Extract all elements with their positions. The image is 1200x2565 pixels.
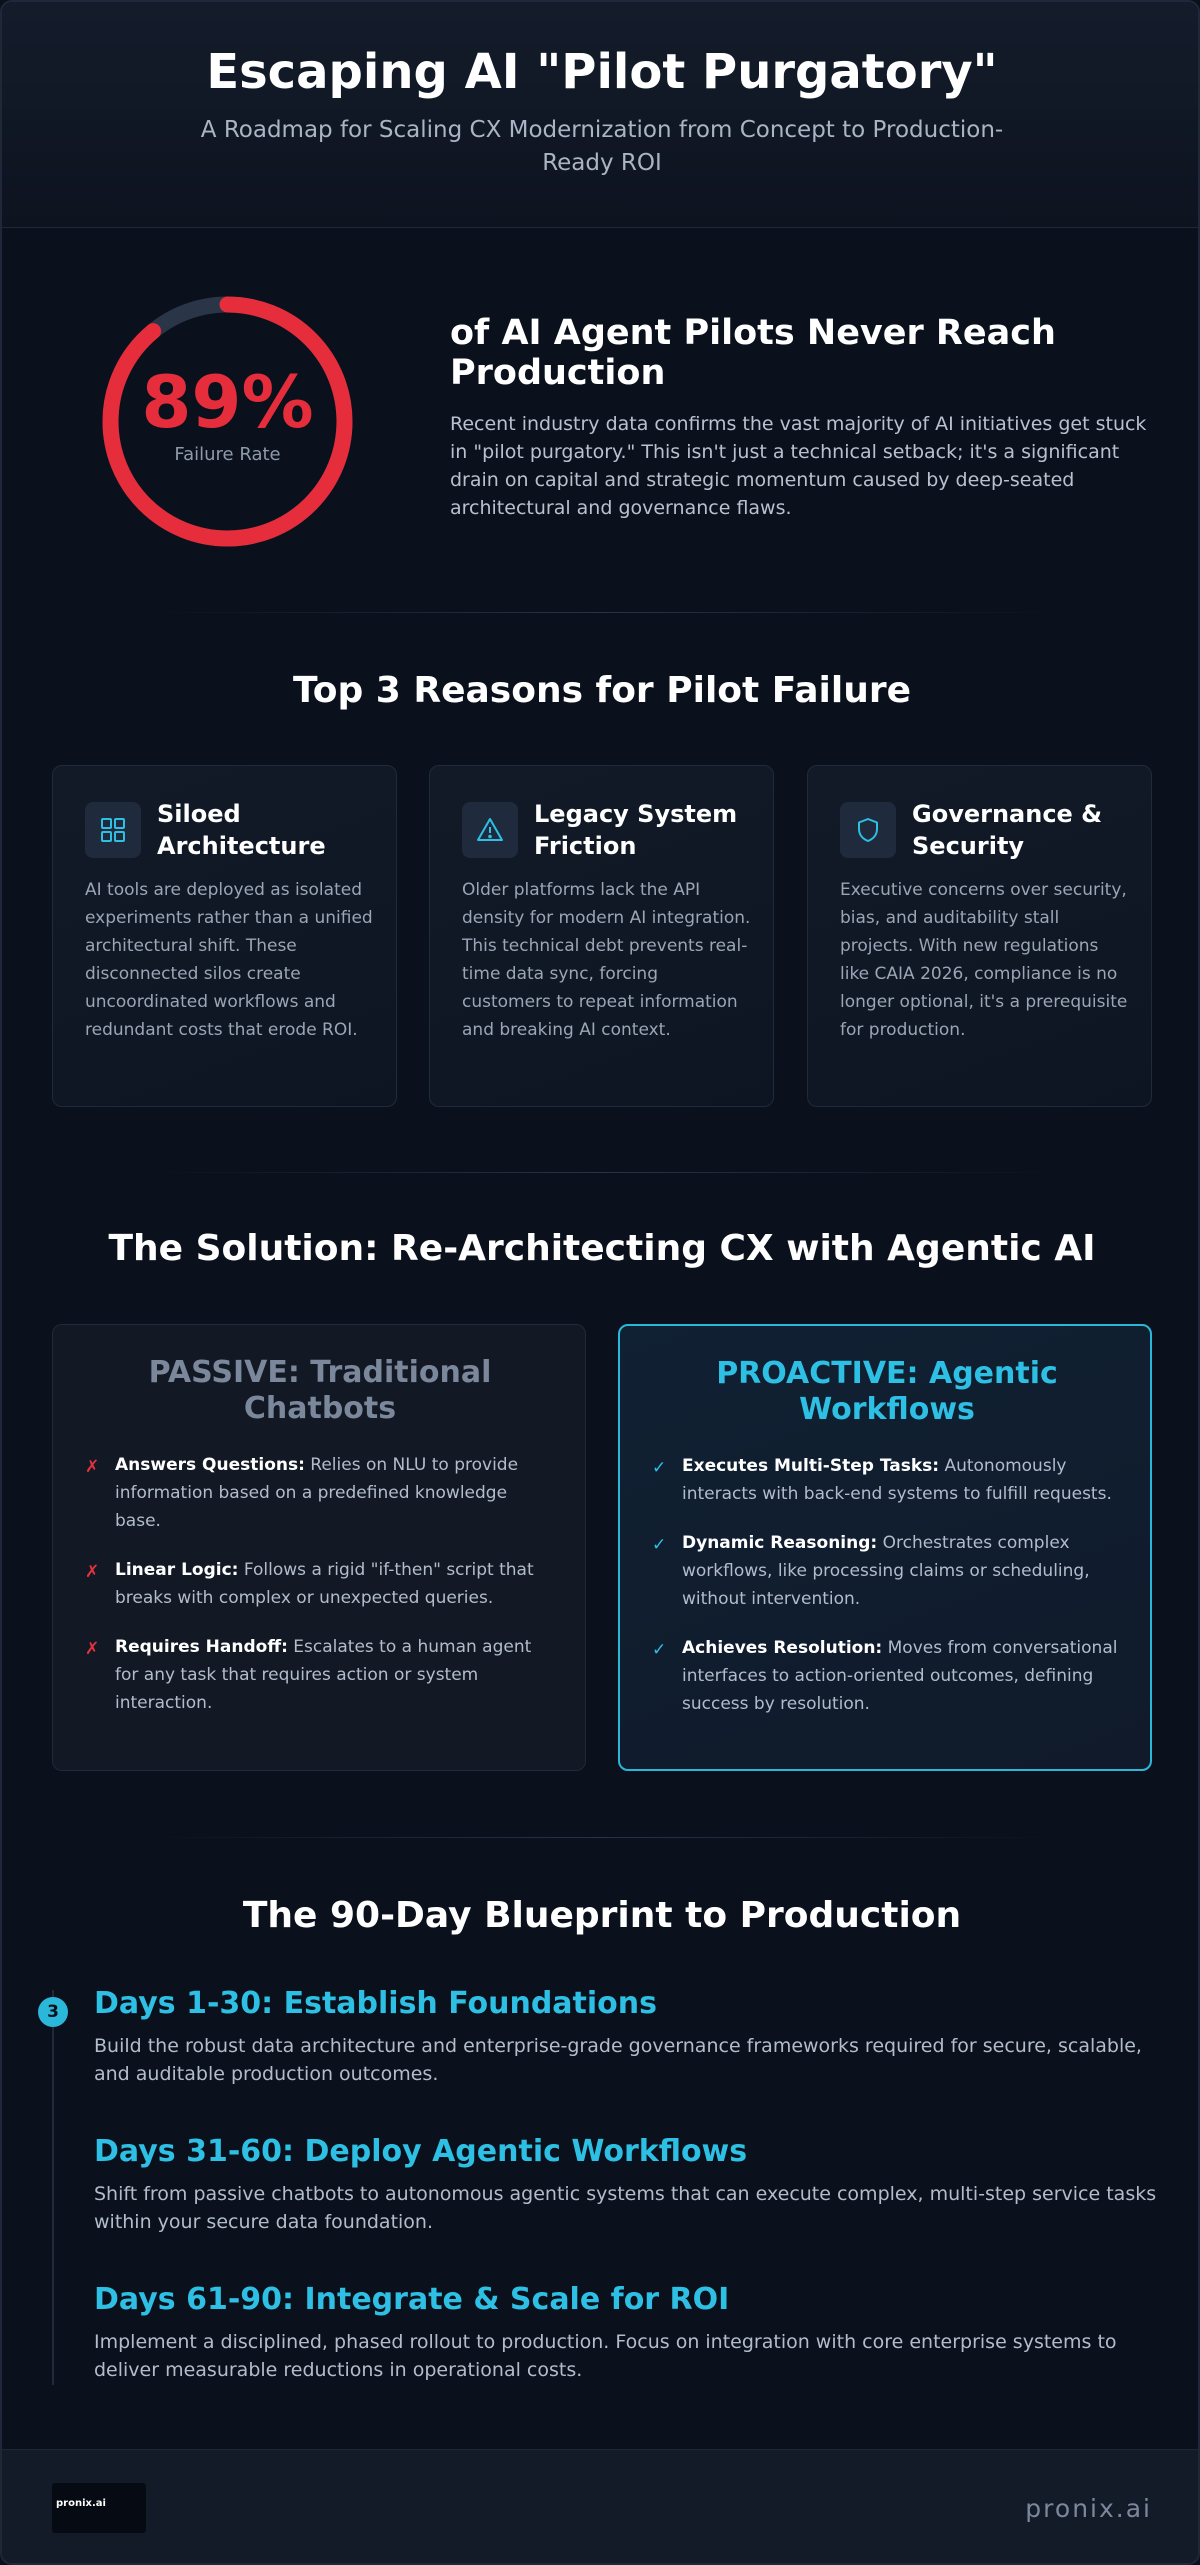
page-subtitle: A Roadmap for Scaling CX Modernization from Concept to Production-Ready ROI [200, 117, 1004, 176]
check-icon: ✓ [652, 1535, 667, 1555]
passive-item [85, 1451, 555, 1535]
reason-card-title: Siloed Architecture [157, 800, 326, 860]
timeline-step-3 [94, 2280, 1174, 2384]
shield-icon [840, 802, 896, 858]
solution-section-title: The Solution: Re-Architecting CX with Agentic AI [108, 1228, 1096, 1269]
timeline-step-1 [94, 1984, 1174, 2088]
cross-icon: ✗ [85, 1639, 100, 1659]
proactive-item [652, 1634, 1122, 1718]
passive-item-label: Requires Handoff: [115, 1637, 288, 1657]
logo-text: pronix.ai [56, 2498, 106, 2509]
proactive-item-list [652, 1452, 1122, 1739]
warning-icon [462, 802, 518, 858]
timeline-step-badge: 3 [38, 1997, 68, 2027]
proactive-item [652, 1529, 1122, 1613]
reasons-section-title: Top 3 Reasons for Pilot Failure [292, 670, 912, 711]
section-divider [152, 612, 1052, 613]
reason-card-siloed-architecture [52, 765, 397, 1107]
proactive-item [652, 1452, 1122, 1508]
proactive-agentic-panel [618, 1324, 1152, 1771]
cross-icon: ✗ [85, 1457, 100, 1477]
step-body: Build the robust data architecture and enterprise-grade governance frameworks required for secure, scalable, and auditable production outcomes. [94, 2035, 1142, 2085]
reason-card-body: Older platforms lack the API density for modern AI integration. This technical debt prevents real-time data sync, forcing customers to repeat information and breaking AI context. [462, 880, 751, 1040]
proactive-item-text: Orchestrates complex workflows, like processing claims or scheduling, without intervention. [682, 1533, 1090, 1609]
timeline-step-2 [94, 2132, 1174, 2236]
step-body: Implement a disciplined, phased rollout to production. Focus on integration with core enterprise systems to deliver measurable reductions in operational costs. [94, 2331, 1117, 2381]
proactive-item-label: Achieves Resolution: [682, 1638, 883, 1658]
failure-rate-label: Failure Rate [174, 444, 281, 465]
check-icon: ✓ [652, 1458, 667, 1478]
failure-rate-value: 89% [141, 360, 314, 444]
step-title: Days 1-30: Establish Foundations [94, 1986, 657, 2021]
passive-item-text: Escalates to a human agent for any task that requires action or system interaction. [115, 1637, 532, 1713]
proactive-panel-title: PROACTIVE: Agentic Workflows [716, 1356, 1058, 1427]
passive-item [85, 1556, 555, 1612]
section-divider [152, 1172, 1052, 1173]
footer-brand[interactable]: pronix.ai [1025, 2494, 1152, 2523]
passive-item-list [85, 1451, 555, 1738]
timeline-line [52, 1990, 54, 2385]
passive-panel-title: PASSIVE: Traditional Chatbots [148, 1355, 492, 1426]
proactive-item-label: Executes Multi-Step Tasks: [682, 1456, 940, 1476]
grid-icon [85, 802, 141, 858]
reason-card-title: Governance & Security [912, 800, 1103, 860]
stat-headline: of AI Agent Pilots Never Reach Production [450, 313, 1056, 393]
page-header [2, 2, 1200, 228]
passive-item-text: Follows a rigid "if-then" script that breaks with complex or unexpected queries. [115, 1560, 534, 1608]
blueprint-section-title: The 90-Day Blueprint to Production [242, 1895, 962, 1936]
check-icon: ✓ [652, 1640, 667, 1660]
section-divider [152, 1837, 1052, 1838]
passive-item-text: Relies on NLU to provide information based on a predefined knowledge base. [115, 1455, 519, 1531]
proactive-item-label: Dynamic Reasoning: [682, 1533, 878, 1553]
step-title: Days 31-60: Deploy Agentic Workflows [94, 2134, 748, 2169]
proactive-item-text: Autonomously interacts with back-end systems to fulfill requests. [682, 1456, 1112, 1504]
cross-icon: ✗ [85, 1562, 100, 1582]
reason-card-title: Legacy System Friction [534, 800, 738, 860]
pronix-logo[interactable] [52, 2483, 146, 2533]
stat-description: Recent industry data confirms the vast majority of AI initiatives get stuck in "pilot purgatory." This isn't just a technical setback; it's a significant drain on capital and strategic momentum caused by deep-seated architectural and governance flaws. [450, 413, 1147, 519]
page-footer [2, 2449, 1200, 2565]
passive-item-label: Answers Questions: [115, 1455, 305, 1475]
reason-card-body: AI tools are deployed as isolated experiments rather than a unified architectural shift. These disconnected silos create uncoordinated workflows and redundant costs that erode ROI. [85, 880, 373, 1040]
passive-item-label: Linear Logic: [115, 1560, 239, 1580]
reason-card-legacy-system-friction [429, 765, 774, 1107]
passive-item [85, 1633, 555, 1717]
reason-card-body: Executive concerns over security, bias, and auditability stall projects. With new regulations like CAIA 2026, compliance is no longer optional, it's a prerequisite for production. [840, 880, 1128, 1040]
passive-chatbots-panel [52, 1324, 586, 1771]
reason-card-governance-security [807, 765, 1152, 1107]
proactive-item-text: Moves from conversational interfaces to action-oriented outcomes, defining success by resolution. [682, 1638, 1118, 1714]
step-body: Shift from passive chatbots to autonomous agentic systems that can execute complex, multi-step service tasks within your secure data foundation. [94, 2183, 1157, 2233]
step-title: Days 61-90: Integrate & Scale for ROI [94, 2282, 730, 2317]
page-title: Escaping AI "Pilot Purgatory" [206, 44, 998, 100]
